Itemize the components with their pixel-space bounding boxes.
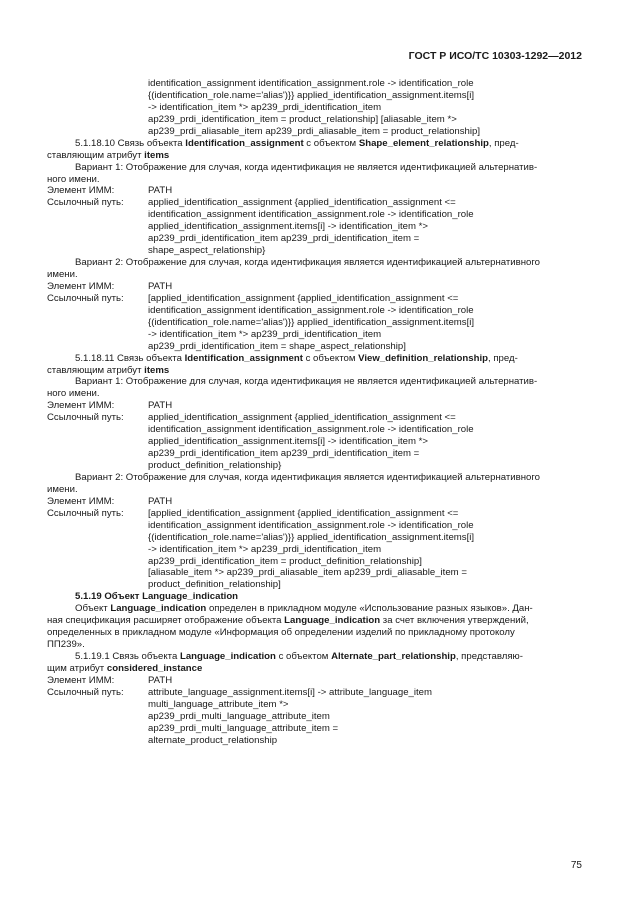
path-line: {(identification_role.name='alias')}} applied_identification_assignment.items[i]: [148, 531, 475, 543]
element-row: Элемент ИММ: PATH: [47, 400, 173, 412]
page-number: 75: [570, 860, 582, 871]
path-line: product_definition_relationship]: [148, 579, 281, 591]
section-5-1-19-para: определенных в прикладном модуле «Информация об определении изделий по прикладному протоколу: [47, 627, 515, 639]
path-line: identification_assignment identification_assignment.role -> identification_role: [148, 78, 474, 89]
path-line: identification_assignment identification_assignment.role -> identification_role: [148, 209, 474, 221]
path-line: ap239_prdi_identification_item = product_definition_relationship]: [148, 555, 422, 567]
path-line: applied_identification_assignment.items[i] -> identification_item *>: [148, 436, 428, 448]
path-line: ap239_prdi_identification_item ap239_prdi_identification_item =: [148, 233, 420, 245]
path-line: multi_language_attribute_item *>: [148, 698, 289, 710]
path-line: applied_identification_assignment.items[i] -> identification_item *>: [148, 221, 428, 233]
path-line: ap239_prdi_identification_item ap239_prdi_identification_item =: [148, 448, 420, 460]
element-row: Элемент ИММ: PATH: [47, 185, 173, 197]
variant-1-text-cont: ного имени.: [47, 388, 100, 400]
ref-path-row: Ссылочный путь: [applied_identification_assignment {applied_identification_assignment <=: [47, 507, 459, 519]
section-5-1-18-10-title-cont: ставляющим атрибут items: [47, 149, 170, 161]
variant-2-text: Вариант 2: Отображение для случая, когда идентификация является идентификацией альтернативного: [75, 471, 540, 483]
path-line: ap239_prdi_multi_language_attribute_item =: [148, 722, 339, 734]
ref-path-row: Ссылочный путь: applied_identification_assignment {applied_identification_assignment <=: [47, 197, 456, 209]
path-line: alternate_product_relationship: [148, 734, 278, 746]
section-5-1-18-11-title-cont: ставляющим атрибут items: [47, 364, 170, 376]
variant-1-text: Вариант 1: Отображение для случая, когда идентификация не является идентификацией альтернатив-: [75, 161, 538, 173]
path-line: {(identification_role.name='alias')}} applied_identification_assignment.items[i]: [148, 316, 475, 328]
section-5-1-19-para: ная спецификация расширяет отображение объекта Language_indication за счет включения утверждений,: [47, 615, 529, 627]
variant-2-text: Вариант 2: Отображение для случая, когда идентификация является идентификацией альтернативного: [75, 257, 540, 269]
path-line: identification_assignment identification_assignment.role -> identification_role: [148, 519, 474, 531]
page-content: [47, 78, 584, 747]
path-line: ap239_prdi_multi_language_attribute_item: [148, 710, 330, 722]
path-line: [aliasable_item *> ap239_prdi_aliasable_item ap239_prdi_aliasable_item =: [148, 567, 467, 579]
path-line: ap239_prdi_identification_item = product_relationship] [aliasable_item *>: [148, 113, 457, 125]
section-5-1-19-para: Объект Language_indication определен в прикладном модуле «Использование разных языков». Дан-: [75, 603, 533, 615]
path-line: -> identification_item *> ap239_prdi_identification_item: [148, 101, 382, 113]
ref-path-row: Ссылочный путь: applied_identification_assignment {applied_identification_assignment <=: [47, 412, 456, 424]
path-line: {(identification_role.name='alias')}} applied_identification_assignment.items[i]: [148, 89, 475, 101]
section-5-1-19-heading: 5.1.19 Объект Language_indication: [75, 591, 239, 603]
section-5-1-19-1-title: 5.1.19.1 Связь объекта Language_indication с объектом Alternate_part_relationship, представляю-: [75, 651, 523, 662]
path-line: shape_aspect_relationship}: [148, 245, 266, 257]
element-row: Элемент ИММ: PATH: [47, 280, 173, 292]
path-line: ap239_prdi_identification_item = shape_aspect_relationship]: [148, 340, 406, 352]
element-row: Элемент ИММ: PATH: [47, 495, 173, 507]
path-line: ap239_prdi_aliasable_item ap239_prdi_aliasable_item = product_relationship]: [148, 125, 481, 137]
variant-2-text-cont: имени.: [47, 483, 78, 495]
path-line: -> identification_item *> ap239_prdi_identification_item: [148, 328, 382, 340]
element-row: Элемент ИММ: PATH: [47, 674, 173, 686]
variant-1-text-cont: ного имени.: [47, 173, 100, 185]
section-5-1-19-para: ПП239».: [47, 639, 85, 651]
section-5-1-18-11-title: 5.1.18.11 Связь объекта Identification_assignment с объектом View_definition_relationship, пред-: [75, 352, 518, 364]
path-line: identification_assignment identification_assignment.role -> identification_role: [148, 424, 474, 436]
section-5-1-19-1-title-cont: щим атрибут considered_instance: [47, 662, 203, 674]
section-5-1-18-10-title: 5.1.18.10 Связь объекта Identification_assignment с объектом Shape_element_relationship, пред-: [75, 137, 519, 149]
ref-path-row: Ссылочный путь: attribute_language_assignment.items[i] -> attribute_language_item: [47, 686, 432, 698]
variant-2-text-cont: имени.: [47, 269, 78, 280]
path-line: product_definition_relationship}: [148, 460, 282, 471]
variant-1-text: Вариант 1: Отображение для случая, когда идентификация не является идентификацией альтернатив-: [75, 376, 538, 388]
path-line: identification_assignment identification_assignment.role -> identification_role: [148, 304, 474, 316]
page-header: ГОСТ Р ИСО/ТС 10303-1292—2012: [408, 50, 582, 62]
path-line: -> identification_item *> ap239_prdi_identification_item: [148, 543, 382, 555]
ref-path-row: Ссылочный путь: [applied_identification_assignment {applied_identification_assignment <=: [47, 292, 459, 304]
